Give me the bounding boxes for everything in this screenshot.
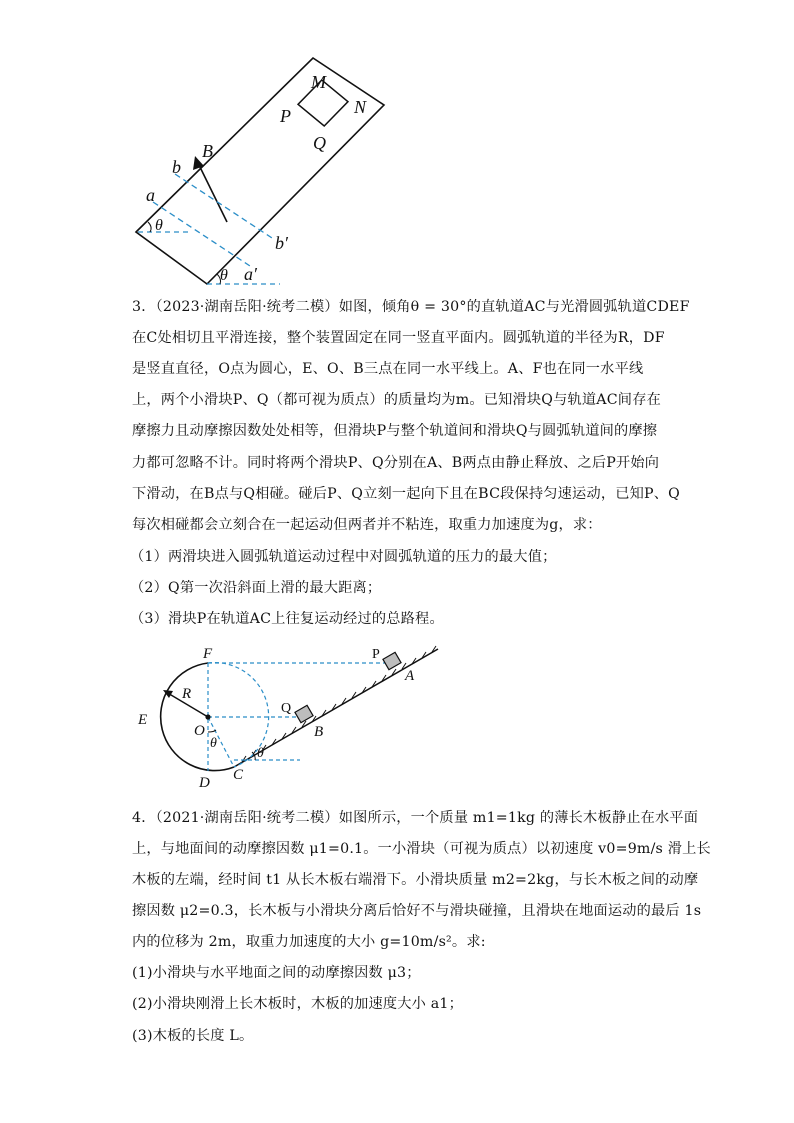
label-theta-o: θ [210,736,217,751]
problem3-line8: 每次相碰都会立刻合在一起运动但两者并不粘连，取重力加速度为g，求： [132,517,602,533]
problem3-line3: 是竖直直径，O点为圆心，E、O、B三点在同一水平线上。A、F也在同一水平线 [132,361,644,377]
problem3-line4: 上，两个小滑块P、Q（都可视为质点）的质量均为m。已知滑块Q与轨道AC间存在 [132,392,661,408]
problem4-line5: 内的位移为 2m，取重力加速度的大小 g=10m/s²。求: [132,934,486,950]
label-m: M [311,72,326,92]
angle-arc-left [148,222,151,232]
label-p-block: P [372,647,380,662]
label-o: O [194,723,205,739]
label-p: P [280,106,291,126]
label-b: b [172,157,181,177]
label-theta-c: θ [257,746,264,761]
problem3-question1: （1）两滑块进入圆弧轨道运动过程中对圆弧轨道的压力的最大值； [130,549,557,565]
label-r: R [182,686,192,702]
figure-inclined-plate [120,55,400,290]
problem3-line7: 下滑动，在B点与Q相碰。碰后P、Q立刻一起向下且在BC段保持匀速运动，已知P、Q [132,486,680,502]
label-d: D [199,775,210,791]
label-e: E [138,712,148,728]
problem4-line3: 木板的左端，经时间 t1 从长木板右端滑下。小滑块质量 m2=2kg，与长木板之间的动摩 [132,872,699,888]
label-f: F [203,646,213,662]
label-b: B [314,724,324,740]
problem3-line5: 摩擦力且动摩擦因数处处相等，但滑块P与整个轨道间和滑块Q与圆弧轨道间的摩擦 [132,423,658,439]
label-b-prime: b′ [275,233,288,253]
problem4-line1: 4．（2021·湖南岳阳·统考二模）如图所示，一个质量 m1=1kg 的薄长木板静止在水平面 [132,810,699,826]
problem3-line2: 在C处相切且平滑连接，整个装置固定在同一竖直平面内。圆弧轨道的半径为R，DF [132,330,665,346]
label-q-block: Q [281,701,292,716]
label-q: Q [313,133,326,153]
problem4-line4: 擦因数 μ2=0.3，长木板与小滑块分离后恰好不与滑块碰撞，且滑块在地面运动的最后 1s [132,903,702,919]
figure-circular-track [130,640,450,795]
label-a-prime: a′ [244,264,257,284]
problem3-line1: 3．（2023·湖南岳阳·统考二模）如图，倾角θ = 30°的直轨道AC与光滑圆弧轨道CDEF [132,299,690,315]
incline-hatching [234,646,438,767]
label-a: a [146,185,155,205]
problem4-line2: 上，与地面间的动摩擦因数 μ1=0.1。一小滑块（可视为质点）以初速度 v0=9m/s 滑上长 [132,841,711,857]
block-q [295,705,313,722]
problem4-question3: (3)木板的长度 L。 [132,1028,254,1044]
label-n: N [354,97,367,117]
block-p [383,652,401,669]
problem4-question1: (1)小滑块与水平地面之间的动摩擦因数 μ3； [132,965,421,981]
problem3-question3: （3）滑块P在轨道AC上往复运动经过的总路程。 [130,611,444,627]
angle-arc-o [208,730,216,732]
center-o [205,714,210,719]
label-a: A [405,668,415,684]
problem3-line6: 力都可忽略不计。同时将两个滑块P、Q分别在A、B两点由静止释放、之后P开始向 [132,455,660,471]
problem3-question2: （2）Q第一次沿斜面上滑的最大距离； [130,580,382,596]
dashed-line-b [175,174,272,238]
problem4-question2: (2)小滑块刚滑上长木板时，木板的加速度大小 a1； [132,996,464,1012]
label-b-field: B [202,141,213,161]
dashed-line-a [153,202,250,266]
label-theta-left: θ [155,217,163,234]
label-theta-bottom: θ [220,267,228,284]
label-c: C [233,767,244,783]
